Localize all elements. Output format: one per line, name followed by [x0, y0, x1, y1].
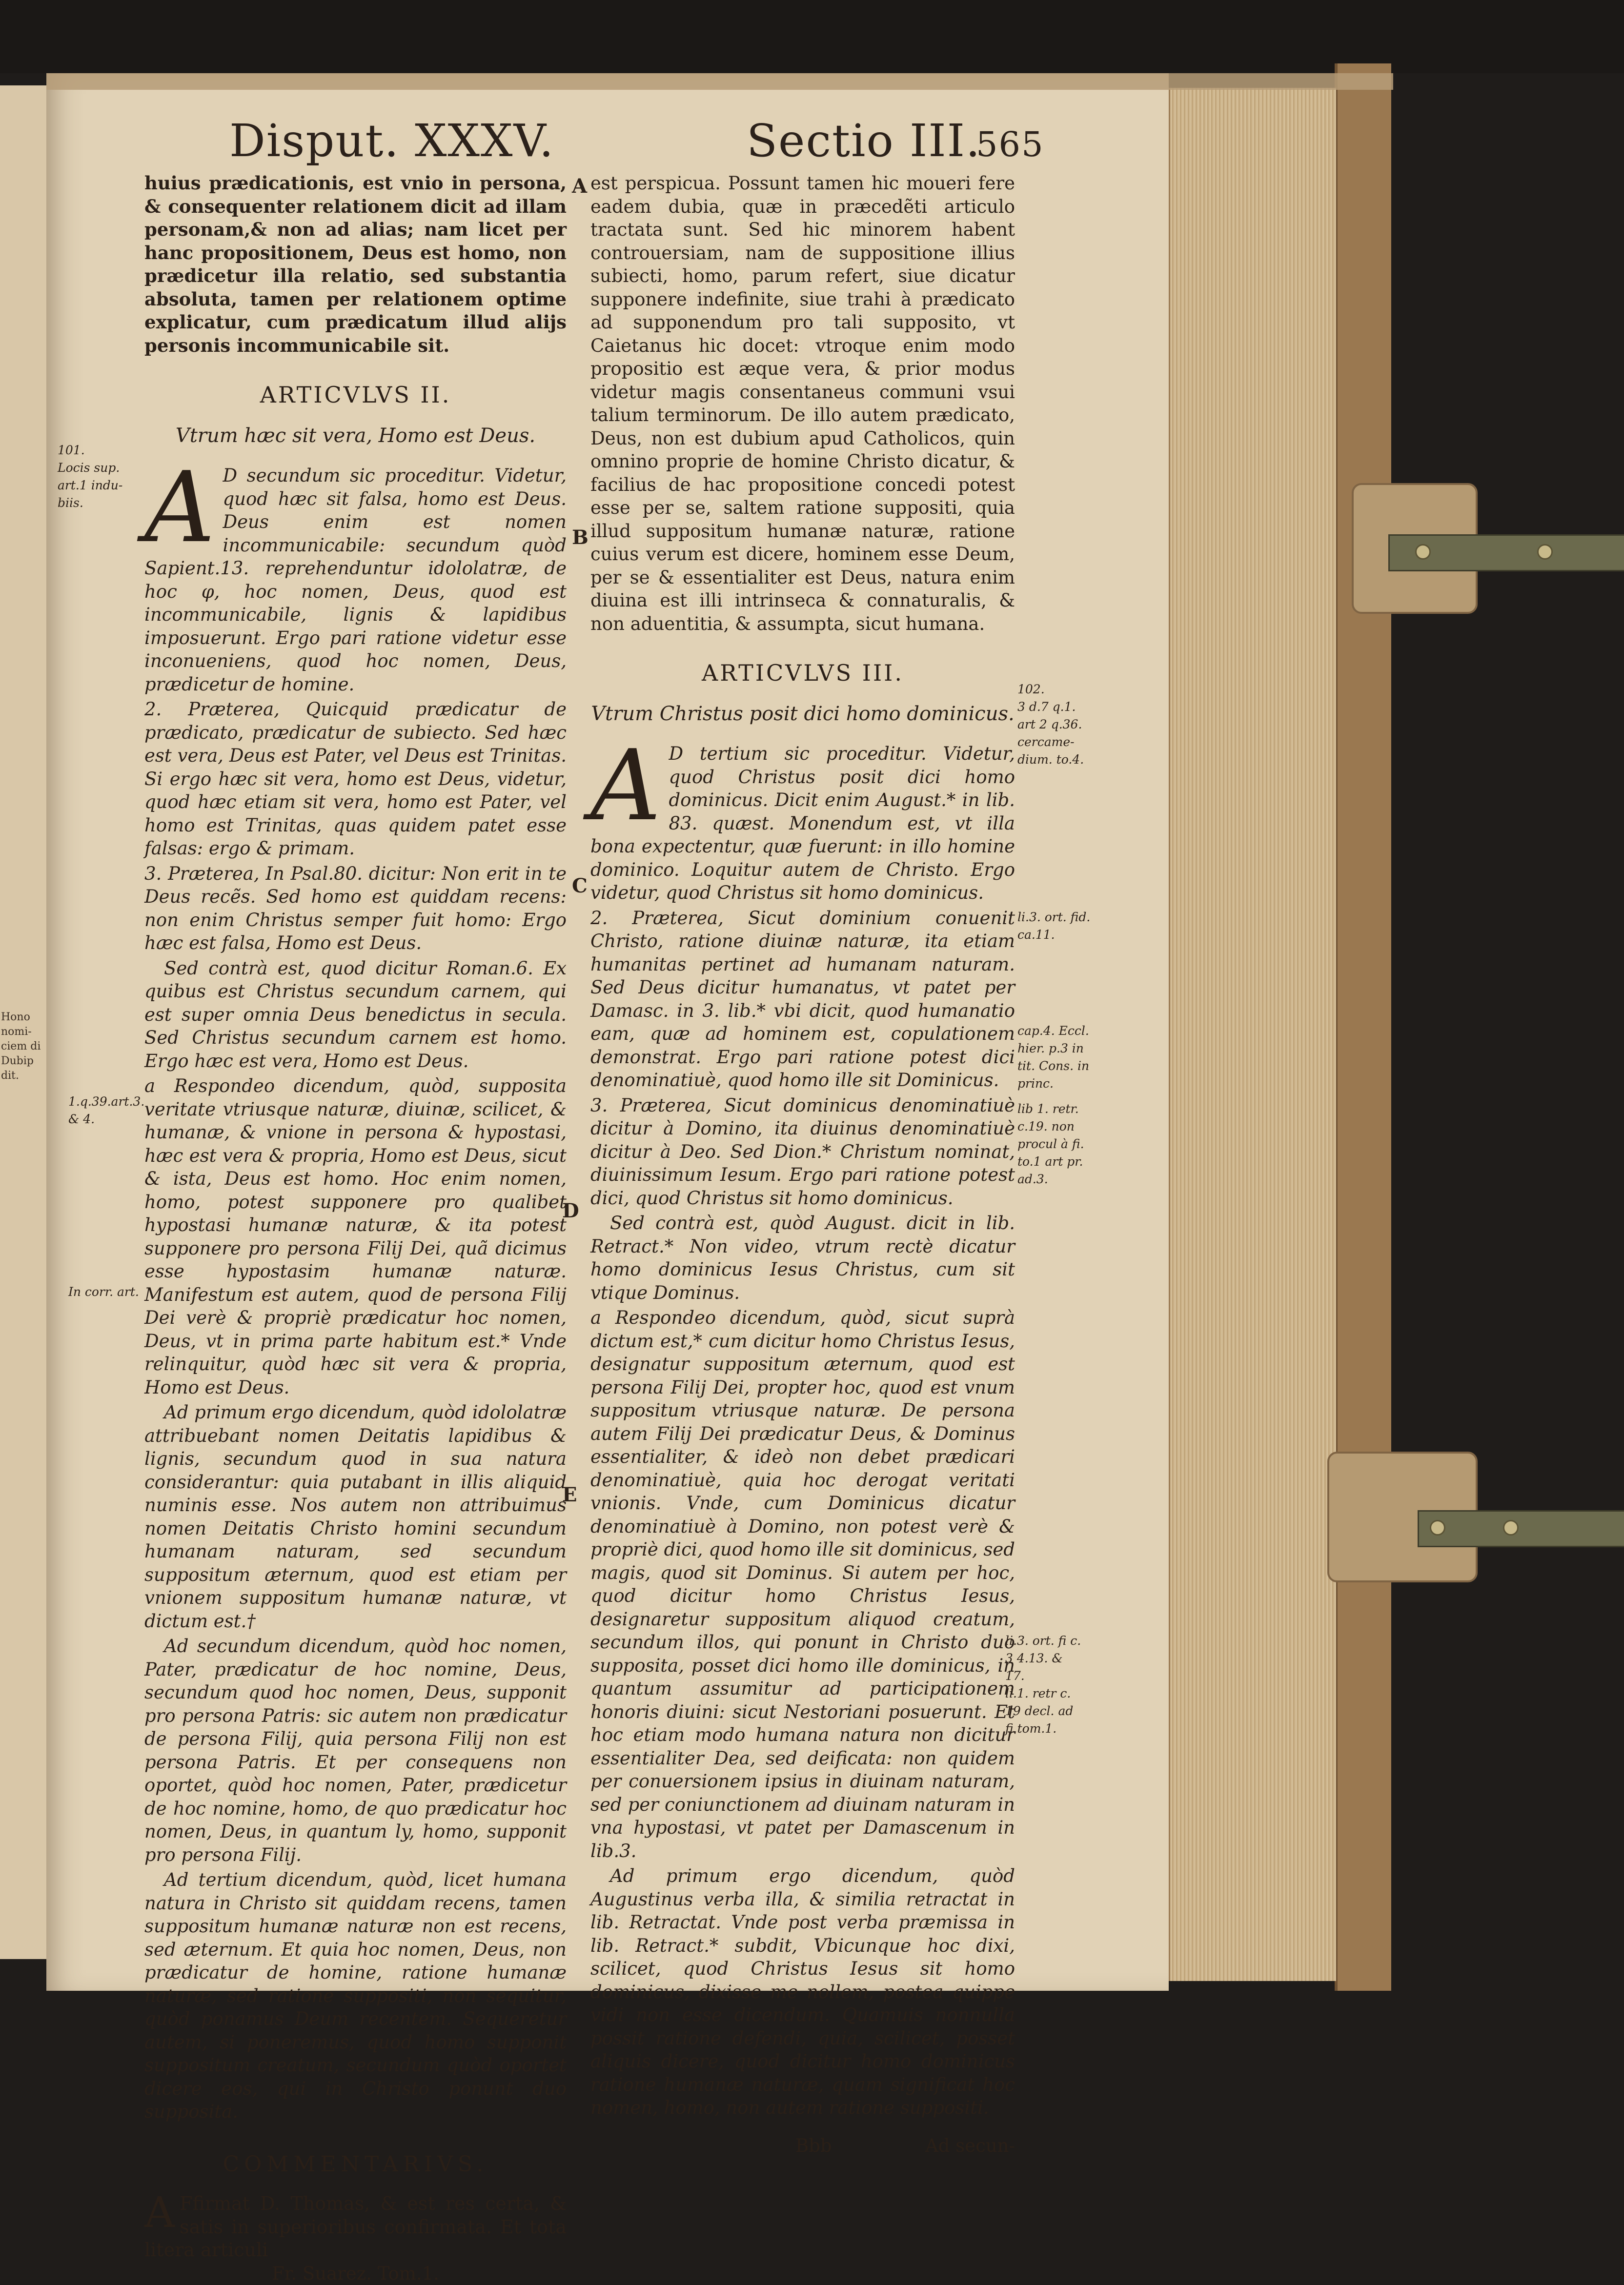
paragraph: Sed contrà est, quòd August. dicit in lib. Retract.* Non video, vtrum rectè dicatur homo dominicus Iesus Christus, cum sit vtique Dominus.: [590, 1212, 1015, 1304]
page-footer: [590, 2134, 1015, 2158]
paragraph: a Respondeo dicendum, quòd, sicut suprà dictum est,* cum dicitur homo Christus Iesus, designatur suppositum æternum, quod est persona Filij Dei, propter hoc, quod est vnum suppositum vtriusque naturæ. De persona autem Filij Dei prædicatur Deus, & Dominus essentialiter, & ideò non debet prædicari denominatiuè, quia hoc derogat veritati vnionis. Vnde, cum Dominicus dicatur denominatiuè à Domino, non potest verè & propriè dici, quod homo ille sit dominicus, sed magis, quod sit Dominus. Si autem per hoc, quod dicitur homo Christus Iesus, designaretur suppositum aliquod creatum, secundum illos, qui ponunt in Christo duo supposita, posset dici homo ille dominicus, in quantum assumitur ad participationem honoris diuini: sicut Nestoriani posuerunt. Et hoc etiam modo humana natura non dicitur essentialiter Dea, sed deificata: non quidem per conuersionem ipsius in diuinam naturam, sed per coniunctionem ad diuinam naturam in vna hypostasi, vt patet per Damascenum in lib.3.: [590, 1306, 1015, 1862]
running-header-right: Sectio III.: [747, 115, 981, 167]
paragraph: Ad tertium dicendum, quòd, licet humana natura in Christo sit quiddam recens, tamen suppositum humanæ naturæ non est recens, sed æternum. Et quia hoc nomen, Deus, non prædicatur de homine, ratione humanæ naturæ, sed ratione suppositi, non sequitur, quòd ponamus Deum recentem. Sequeretur autem, si poneremus, quod homo supponit suppositum creatum, secundum quòd oportet dicere eos, qui in Christo ponunt duo supposita.: [144, 1868, 567, 2123]
clasp-strap-lower: [1418, 1510, 1624, 1547]
margin-note: In corr. art.: [68, 1283, 142, 1301]
paragraph: Ad primum ergo dicendum, quòd idololatræ attribuebant nomen Deitatis lapidibus & lignis, secundum quod in sua natura considerantur: quia putabant in illis aliquid numinis esse. Nos autem non attribuimus nomen Deitatis Christo homini secundum humanam naturam, sed secundum suppositum æternum, quod est etiam per vnionem suppositum humanæ naturæ, vt dictum est.†: [144, 1401, 567, 1633]
left-page-note: dit.: [1, 1069, 45, 1083]
margin-note: li.3. ort. fid. ca.11.: [1017, 909, 1100, 944]
margin-note: lib 1. retr. c.19. non procul à fi. to.1 art pr. ad.3.: [1017, 1100, 1100, 1188]
left-text-column: [144, 172, 567, 2285]
paragraph: Sed contrà est, quod dicitur Roman.6. Ex quibus est Christus secundum carnem, qui est super omnia Deus benedictus in secula. Sed Christus secundum carnem est homo. Ergo hæc est vera, Homo est Deus.: [144, 957, 567, 1073]
margin-note: 1.q.39.art.3. & 4.: [68, 1093, 142, 1128]
margin-letter: B: [572, 526, 589, 549]
paragraph-text: D tertium sic proceditur. Videtur, quod Christus posit dici homo dominicus. Dicit enim August.* in lib. 83. quæst. Monendum est, vt illa bona expectentur, quæ fuerunt: in illo homine dominico. Loquitur autem de Christo. Ergo videtur, quod Christus sit homo dominicus.: [590, 743, 1015, 903]
left-page-note: ciem di: [1, 1039, 45, 1054]
margin-note: li.3. ort. fi c. 3 4.13. & 17. li.1. retr c. 19 decl. ad fi tom.1.: [1005, 1632, 1098, 1738]
running-header-left: Disput. XXXV.: [229, 115, 554, 167]
left-page-note: Hono: [1, 1010, 45, 1025]
paragraph: 2. Præterea, Sicut dominium conuenit Christo, ratione diuinæ naturæ, ita etiam humanitas pertinet ad humanam naturam. Sed Deus dicitur humanatus, vt patet per Damasc. in 3. lib.* vbi dicit, quod humanatio eam, quæ ad hominem est, copulationem demonstrat. Ergo pari ratione potest dici denominatiuè, quod homo ille sit Dominicus.: [590, 907, 1015, 1092]
paragraph: [590, 742, 1015, 905]
margin-note: cap.4. Eccl. hier. p.3 in tit. Cons. in princ.: [1017, 1022, 1100, 1092]
left-page-note: Dubip: [1, 1054, 45, 1069]
book-top-edge: [46, 73, 1393, 90]
drop-cap: A: [144, 2194, 175, 2231]
background-top: [0, 0, 1624, 73]
signature-mark: Bbb: [795, 2134, 832, 2158]
margin-letter: D: [562, 1199, 579, 1222]
paragraph: [144, 464, 567, 696]
left-page-note: nomi-: [1, 1025, 45, 1039]
paragraph: Ad primum ergo dicendum, quòd Augustinus verba illa, & similia retractat in lib. Retractat. Vnde post verba præmissa in lib. Retract.* subdit, Vbicunque hoc dixi, scilicet, quod Christus Iesus sit homo dominicus, dixisse me nollem, postea quippe vidi non esse dicendum. Quamuis nonnulla possit ratione defendi, quia, scilicet, posset aliquis dicere, quod dicitur homo dominicus ratione humanæ naturæ, quam significat hoc nomen, homo, non autem ratione suppositi.: [590, 1864, 1015, 2120]
paragraph: 3. Præterea, Sicut dominicus denominatiuè dicitur à Domino, ita diuinus denominatiuè dicitur à Deo. Sed Dion.* Christum nominat, diuinissimum Iesum. Ergo pari ratione potest dici, quod Christus sit homo dominicus.: [590, 1094, 1015, 1210]
clasp-pin: [1430, 1520, 1445, 1536]
paragraph-text: D secundum sic proceditur. Videtur, quod hæc sit falsa, homo est Deus. Deus enim est nomen incommunicabile: secundum quòd Sapient.13. reprehenduntur idololatræ, de hoc φ, hoc nomen, Deus, quod est incommunicabile, lignis & lapidibus imposuerunt. Ergo pari ratione videtur esse inconueniens, quod hoc nomen, Deus, prædicetur de homine.: [144, 465, 567, 695]
page-fore-edge: [1169, 88, 1336, 1981]
book-cover-edge: [1335, 63, 1391, 1991]
paragraph: a Respondeo dicendum, quòd, supposita veritate vtriusque naturæ, diuinæ, scilicet, & humanæ, & vnione in persona & hypostasi, hæc est vera & propria, Homo est Deus, sicut & ista, Deus est homo. Hoc enim nomen, homo, potest supponere pro qualibet hypostasi humanæ naturæ, & ita potest supponere pro persona Filij Dei, quã dicimus esse hypostasim humanæ naturæ. Manifestum est autem, quod de persona Filij Dei verè & propriè prædicatur hoc nomen, Deus, vt in prima parte habitum est.* Vnde relinquitur, quòd hæc sit vera & propria, Homo est Deus.: [144, 1074, 567, 1399]
paragraph: 2. Præterea, Quicquid prædicatur de prædicato, prædicatur de subiecto. Sed hæc est vera, Deus est Pater, vel Deus est Trinitas. Si ergo hæc sit vera, homo est Deus, videtur, quod hæc etiam sit vera, homo est Pater, vel homo est Trinitas, quas quidem patet esse falsas: ergo & primam.: [144, 698, 567, 860]
commentary-heading: COMMENTARIVS.: [144, 2153, 567, 2176]
clasp-pin: [1415, 544, 1431, 560]
article-heading: ARTICVLVS II.: [144, 384, 567, 407]
article-question: Vtrum Christus posit dici homo dominicus.: [590, 703, 1015, 726]
footer-signature: Fr. Suarez. Tom.1.: [144, 2262, 567, 2285]
drop-cap: A: [590, 745, 661, 827]
paragraph: est perspicua. Possunt tamen hic moueri fere eadem dubia, quæ in præcedẽti articulo tractata sunt. Sed hic minorem habent controuersiam, nam de suppositione illius subiecti, homo, parum refert, siue dicatur supponere indefinite, siue trahi à prædicato ad supponendum pro tali supposito, vt Caietanus hic docet: vtroque enim modo propositio est æque vera, & prior modus videtur magis consentaneus communi vsui talium terminorum. De illo autem prædicato, Deus, non est dubium apud Catholicos, quin omnino proprie de homine Christo dicatur, & facilius de hac propositione concedi potest esse per se, saltem ratione suppositi, quia illud suppositum humanæ naturæ, ratione cuius verum est dicere, hominem esse Deum, per se & essentialiter est Deus, natura enim diuina est illi intrinseca & connaturalis, & non aduentitia, & assumpta, sicut humana.: [590, 172, 1015, 635]
paragraph-text: Ffirmat D. Thomas, & est res certa, & satis in superioribus confirmata. Et tota litera articuli: [144, 2193, 567, 2261]
left-page-notes: [1, 1010, 45, 1083]
margin-letter: C: [572, 874, 588, 897]
margin-note: 101. Locis sup. art.1 indu- biis.: [58, 442, 131, 512]
drop-cap: A: [144, 467, 215, 549]
paragraph: 3. Præterea, In Psal.80. dicitur: Non erit in te Deus recẽs. Sed homo est quiddam recens: non enim Christus semper fuit homo: Ergo hæc est falsa, Homo est Deus.: [144, 862, 567, 955]
margin-letter: E: [562, 1483, 577, 1506]
clasp-pin: [1537, 544, 1553, 560]
commentary-paragraph: [144, 2192, 567, 2262]
margin-note: 102. 3 d.7 q.1. art 2 q.36. cercame- dium. to.4.: [1017, 681, 1100, 768]
paragraph: huius prædicationis, est vnio in persona, & consequenter relationem dicit ad illam personam,& non ad alias; nam licet per hanc propositionem, Deus est homo, non prædicetur illa relatio, sed substantia absoluta, tamen per relationem optime explicatur, cum prædicatum illud alijs personis incommunicabile sit.: [144, 172, 567, 357]
article-question: Vtrum hæc sit vera, Homo est Deus.: [144, 425, 567, 448]
paragraph: Ad secundum dicendum, quòd hoc nomen, Pater, prædicatur de hoc nomine, Deus, secundum quod hoc nomen, Deus, supponit pro persona Patris: sic autem non prædicatur de persona Filij, quia persona Filij non est persona Patris. Et per consequens non oportet, quòd hoc nomen, Pater, prædicetur de hoc nomine, homo, de quo prædicatur hoc nomen, Deus, in quantum ly, homo, supponit pro persona Filij.: [144, 1635, 567, 1866]
article-heading: ARTICVLVS III.: [590, 662, 1015, 685]
page-number: 565: [976, 124, 1044, 164]
catchword: Ad secun-: [925, 2134, 1015, 2158]
margin-letter: A: [572, 175, 587, 198]
clasp-pin: [1503, 1520, 1519, 1536]
right-text-column: [590, 172, 1015, 2157]
